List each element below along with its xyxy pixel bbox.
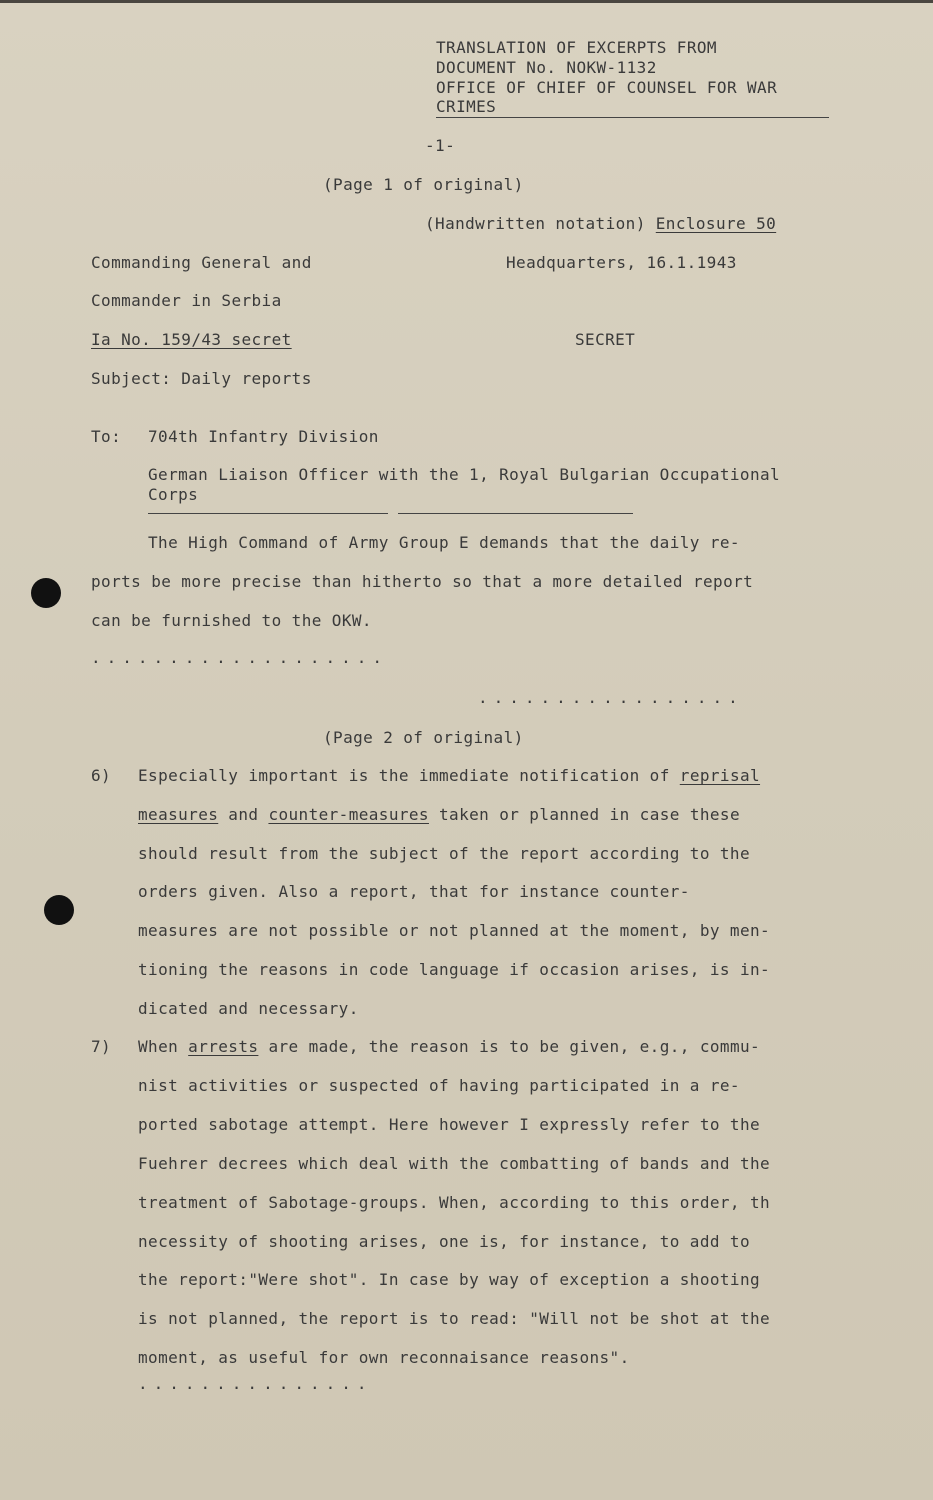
header-line-2: DOCUMENT No. NOKW-1132: [436, 58, 657, 77]
item-7-line-1-rest: are made, the reason is to be given, e.g., commu-: [258, 1037, 761, 1056]
item-7-line-6: necessity of shooting arises, one is, for instance, to add to: [138, 1232, 751, 1251]
item-7-line-1: [138, 1037, 760, 1057]
item-7-line-7: the report:"Were shot". In case by way of exception a shooting: [138, 1270, 761, 1289]
classification-stamp: SECRET: [575, 330, 636, 349]
punch-hole-icon: [44, 895, 74, 925]
recipient-rule-left: [148, 513, 388, 514]
enclosure-label: Enclosure 50: [655, 214, 777, 233]
item-7-line-5: treatment of Sabotage-groups. When, according to this order, th: [138, 1193, 771, 1212]
item-6-line-1: [138, 766, 760, 786]
page-1-note: (Page 1 of original): [323, 175, 524, 194]
header-line-3: OFFICE OF CHIEF OF COUNSEL FOR WAR: [436, 78, 778, 97]
item-6-line-2-rest: taken or planned in case these: [428, 805, 740, 824]
handwritten-label: (Handwritten notation): [425, 214, 656, 233]
item-6-line-6: tioning the reasons in code language if occasion arises, is in-: [138, 960, 771, 979]
item-6-number: 6): [91, 766, 112, 785]
subject-line: Subject: Daily reports: [91, 369, 312, 388]
header-line-4: CRIMES: [436, 97, 497, 116]
measures-term: measures: [138, 805, 219, 824]
item-6-line-7: dicated and necessary.: [138, 999, 359, 1018]
punch-hole-icon: [31, 578, 61, 608]
header-line-1: TRANSLATION OF EXCERPTS FROM: [436, 38, 717, 57]
recipient-2-line-1: German Liaison Officer with the 1, Royal Bulgarian Occupational: [148, 465, 781, 484]
sender-line-2: Commander in Serbia: [91, 291, 282, 310]
intro-line-3: can be furnished to the OKW.: [91, 611, 372, 630]
item-6-line-3: should result from the subject of the report according to the: [138, 844, 751, 863]
recipient-2-line-2: Corps: [148, 485, 199, 504]
page-number: -1-: [425, 136, 456, 155]
recipient-1: 704th Infantry Division: [148, 427, 379, 446]
ellipsis-row-1: ...................: [91, 648, 389, 667]
to-label: To:: [91, 427, 122, 446]
headquarters-date: Headquarters, 16.1.1943: [506, 253, 737, 272]
ellipsis-row-2: .................: [478, 688, 744, 707]
arrests-term: arrests: [188, 1037, 259, 1056]
header-rule: [436, 117, 829, 118]
page-top-edge: [0, 0, 933, 3]
item-6-line-1-text: Especially important is the immediate notification of: [138, 766, 680, 785]
ellipsis-row-3: ...............: [138, 1374, 373, 1393]
reference-number: Ia No. 159/43 secret: [91, 330, 292, 349]
item-6-line-5: measures are not possible or not planned at the moment, by men-: [138, 921, 771, 940]
item-7-line-4: Fuehrer decrees which deal with the combatting of bands and the: [138, 1154, 771, 1173]
item-6-line-4: orders given. Also a report, that for instance counter-: [138, 882, 690, 901]
item-7-number: 7): [91, 1037, 112, 1056]
recipient-rule-right: [398, 513, 633, 514]
reprisal-term: reprisal: [679, 766, 761, 785]
item-7-line-8: is not planned, the report is to read: "Will not be shot at the: [138, 1309, 771, 1328]
counter-measures-term: counter-measures: [268, 805, 429, 824]
page-2-note: (Page 2 of original): [323, 728, 524, 747]
item-7-line-2: nist activities or suspected of having participated in a re-: [138, 1076, 740, 1095]
handwritten-notation: [425, 214, 776, 234]
item-6-and: and: [218, 805, 269, 824]
item-7-line-9: moment, as useful for own reconnaisance reasons".: [138, 1348, 630, 1367]
item-7-when: When: [138, 1037, 189, 1056]
item-6-line-2: [138, 805, 740, 825]
intro-line-1: The High Command of Army Group E demands that the daily re-: [148, 533, 740, 552]
intro-line-2: ports be more precise than hitherto so that a more detailed report: [91, 572, 754, 591]
item-7-line-3: ported sabotage attempt. Here however I expressly refer to the: [138, 1115, 761, 1134]
sender-line-1: Commanding General and: [91, 253, 312, 272]
